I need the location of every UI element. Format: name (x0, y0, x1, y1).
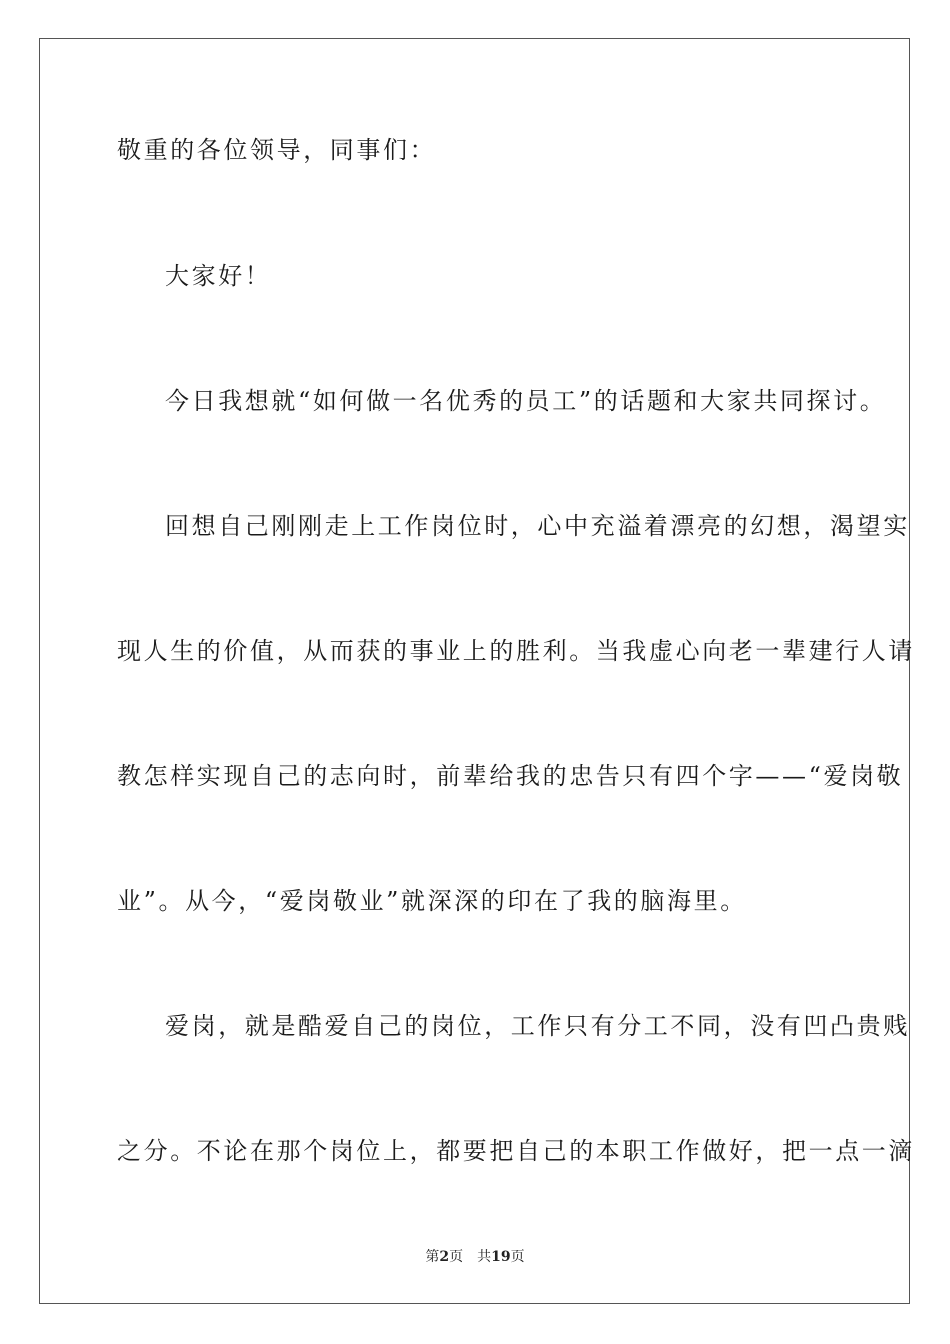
body-line: 回想自己刚刚走上工作岗位时，心中充溢着漂亮的幻想，渴望实 (165, 512, 910, 540)
footer-page-number: 2 (439, 1249, 450, 1265)
greeting-line: 大家好！ (165, 262, 272, 290)
body-line: 业”。从今，“爱岗敬业”就深深的印在了我的脑海里。 (117, 887, 747, 915)
page-footer (0, 1249, 950, 1265)
body-line: 教怎样实现自己的志向时，前辈给我的忠告只有四个字——“爱岗敬 (117, 762, 904, 790)
footer-page-suffix: 页 (449, 1249, 464, 1265)
body-line: 现人生的价值，从而获的事业上的胜利。当我虚心向老一辈建行人请 (117, 637, 915, 665)
body-line: 爱岗，就是酷爱自己的岗位，工作只有分工不同，没有凹凸贵贱 (165, 1012, 910, 1040)
footer-total-suffix: 页 (510, 1249, 525, 1265)
body-line: 今日我想就“如何做一名优秀的员工”的话题和大家共同探讨。 (165, 387, 887, 415)
body-line: 之分。不论在那个岗位上，都要把自己的本职工作做好，把一点一滴 (117, 1137, 915, 1165)
salutation-line: 敬重的各位领导，同事们： (117, 136, 437, 164)
footer-total-prefix: 共 (477, 1249, 492, 1265)
footer-total-number: 19 (491, 1249, 511, 1265)
page-border (39, 38, 915, 1304)
footer-page-prefix: 第 (425, 1249, 440, 1265)
